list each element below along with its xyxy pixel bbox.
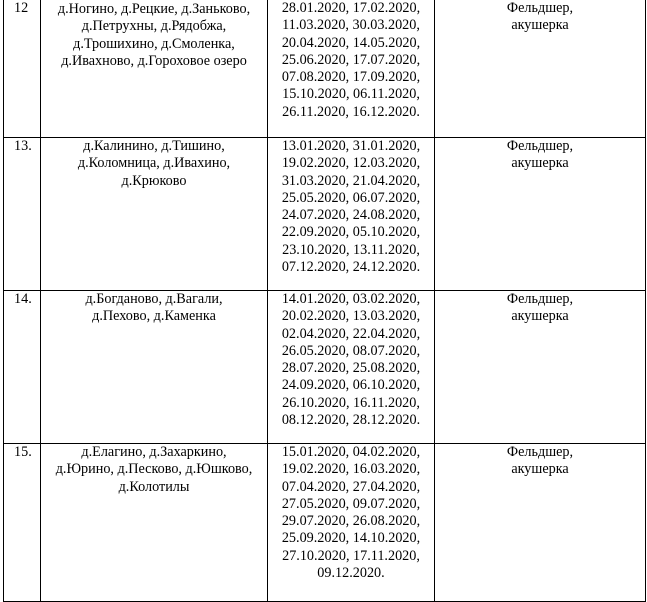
dates-cell bbox=[268, 291, 435, 444]
date-line: 07.08.2020, 17.09.2020, bbox=[281, 69, 421, 86]
dates-cell bbox=[268, 444, 435, 602]
date-line: 15.01.2020, 04.02.2020, bbox=[281, 444, 421, 460]
date-line: 20.04.2020, 14.05.2020, bbox=[281, 34, 421, 51]
staff-line: акушерка bbox=[511, 308, 569, 325]
row-number-cell bbox=[4, 444, 41, 602]
villages-cell bbox=[41, 0, 268, 138]
date-line: 23.10.2020, 13.11.2020, bbox=[282, 241, 420, 258]
date-line: 09.12.2020. bbox=[317, 565, 385, 582]
date-line: 26.05.2020, 08.07.2020, bbox=[281, 342, 421, 359]
staff-line: Фельдшер, bbox=[506, 0, 574, 16]
date-line: 11.03.2020, 30.03.2020, bbox=[282, 17, 420, 34]
village-line: д.Ногино, д.Рецкие, д.Заньково, bbox=[57, 1, 251, 17]
date-line: 07.12.2020, 24.12.2020. bbox=[281, 259, 421, 276]
village-line: д.Ивахново, д.Гороховое озеро bbox=[61, 52, 247, 69]
village-line: д.Трошихино, д.Смоленка, bbox=[73, 35, 235, 52]
table-row bbox=[4, 291, 646, 444]
village-line: д.Богданово, д.Вагали, bbox=[85, 291, 223, 307]
staff-line: Фельдшер, bbox=[506, 138, 574, 154]
staff-line: акушерка bbox=[511, 461, 569, 478]
village-line: д.Петрухны, д.Рядобжа, bbox=[81, 18, 227, 35]
date-line: 19.02.2020, 12.03.2020, bbox=[281, 155, 421, 172]
date-line: 31.03.2020, 21.04.2020, bbox=[281, 172, 421, 189]
staff-line: акушерка bbox=[511, 155, 569, 172]
date-line: 25.06.2020, 17.07.2020, bbox=[281, 51, 421, 68]
date-line: 28.07.2020, 25.08.2020, bbox=[281, 360, 421, 377]
staff-line: Фельдшер, bbox=[506, 291, 574, 307]
date-line: 22.09.2020, 05.10.2020, bbox=[281, 224, 421, 241]
village-line: д.Юрино, д.Песково, д.Юшково, bbox=[55, 461, 253, 478]
village-line: д.Колотилы bbox=[118, 478, 190, 495]
staff-line: акушерка bbox=[511, 17, 569, 34]
date-line: 28.01.2020, 17.02.2020, bbox=[281, 0, 421, 16]
staff-cell bbox=[435, 138, 646, 291]
schedule-table bbox=[3, 0, 646, 602]
staff-cell bbox=[435, 0, 646, 138]
table-row bbox=[4, 138, 646, 291]
table-row bbox=[4, 0, 646, 138]
village-line: д.Коломница, д.Ивахино, bbox=[77, 155, 231, 172]
date-line: 15.10.2020, 06.11.2020, bbox=[282, 86, 420, 103]
village-line: д.Калинино, д.Тишино, bbox=[83, 138, 225, 154]
staff-cell bbox=[435, 444, 646, 602]
date-line: 29.07.2020, 26.08.2020, bbox=[281, 513, 421, 530]
dates-cell bbox=[268, 138, 435, 291]
villages-cell bbox=[41, 291, 268, 444]
date-line: 26.10.2020, 16.11.2020, bbox=[282, 394, 420, 411]
row-number: 15. bbox=[14, 444, 32, 460]
row-number-cell bbox=[4, 0, 41, 138]
date-line: 27.05.2020, 09.07.2020, bbox=[281, 495, 421, 512]
village-line: д.Крюково bbox=[121, 172, 187, 189]
row-number: 12 bbox=[14, 0, 29, 16]
row-number: 13. bbox=[14, 138, 32, 154]
date-line: 19.02.2020, 16.03.2020, bbox=[281, 461, 421, 478]
date-line: 08.12.2020, 28.12.2020. bbox=[281, 412, 421, 429]
village-line: д.Пехово, д.Каменка bbox=[92, 308, 216, 325]
staff-line: Фельдшер, bbox=[506, 444, 574, 460]
date-line: 26.11.2020, 16.12.2020. bbox=[282, 103, 420, 120]
date-line: 07.04.2020, 27.04.2020, bbox=[281, 478, 421, 495]
date-line: 24.09.2020, 06.10.2020, bbox=[281, 377, 421, 394]
villages-cell bbox=[41, 444, 268, 602]
date-line: 14.01.2020, 03.02.2020, bbox=[281, 291, 421, 307]
date-line: 25.05.2020, 06.07.2020, bbox=[281, 189, 421, 206]
table-row bbox=[4, 444, 646, 602]
row-number-cell bbox=[4, 291, 41, 444]
date-line: 25.09.2020, 14.10.2020, bbox=[281, 530, 421, 547]
date-line: 27.10.2020, 17.11.2020, bbox=[282, 547, 420, 564]
date-line: 20.02.2020, 13.03.2020, bbox=[281, 308, 421, 325]
dates-cell bbox=[268, 0, 435, 138]
date-line: 24.07.2020, 24.08.2020, bbox=[281, 207, 421, 224]
villages-cell bbox=[41, 138, 268, 291]
row-number: 14. bbox=[14, 291, 32, 307]
row-number-cell bbox=[4, 138, 41, 291]
date-line: 02.04.2020, 22.04.2020, bbox=[281, 325, 421, 342]
date-line: 13.01.2020, 31.01.2020, bbox=[281, 138, 421, 154]
village-line: д.Елагино, д.Захаркино, bbox=[81, 444, 227, 460]
staff-cell bbox=[435, 291, 646, 444]
